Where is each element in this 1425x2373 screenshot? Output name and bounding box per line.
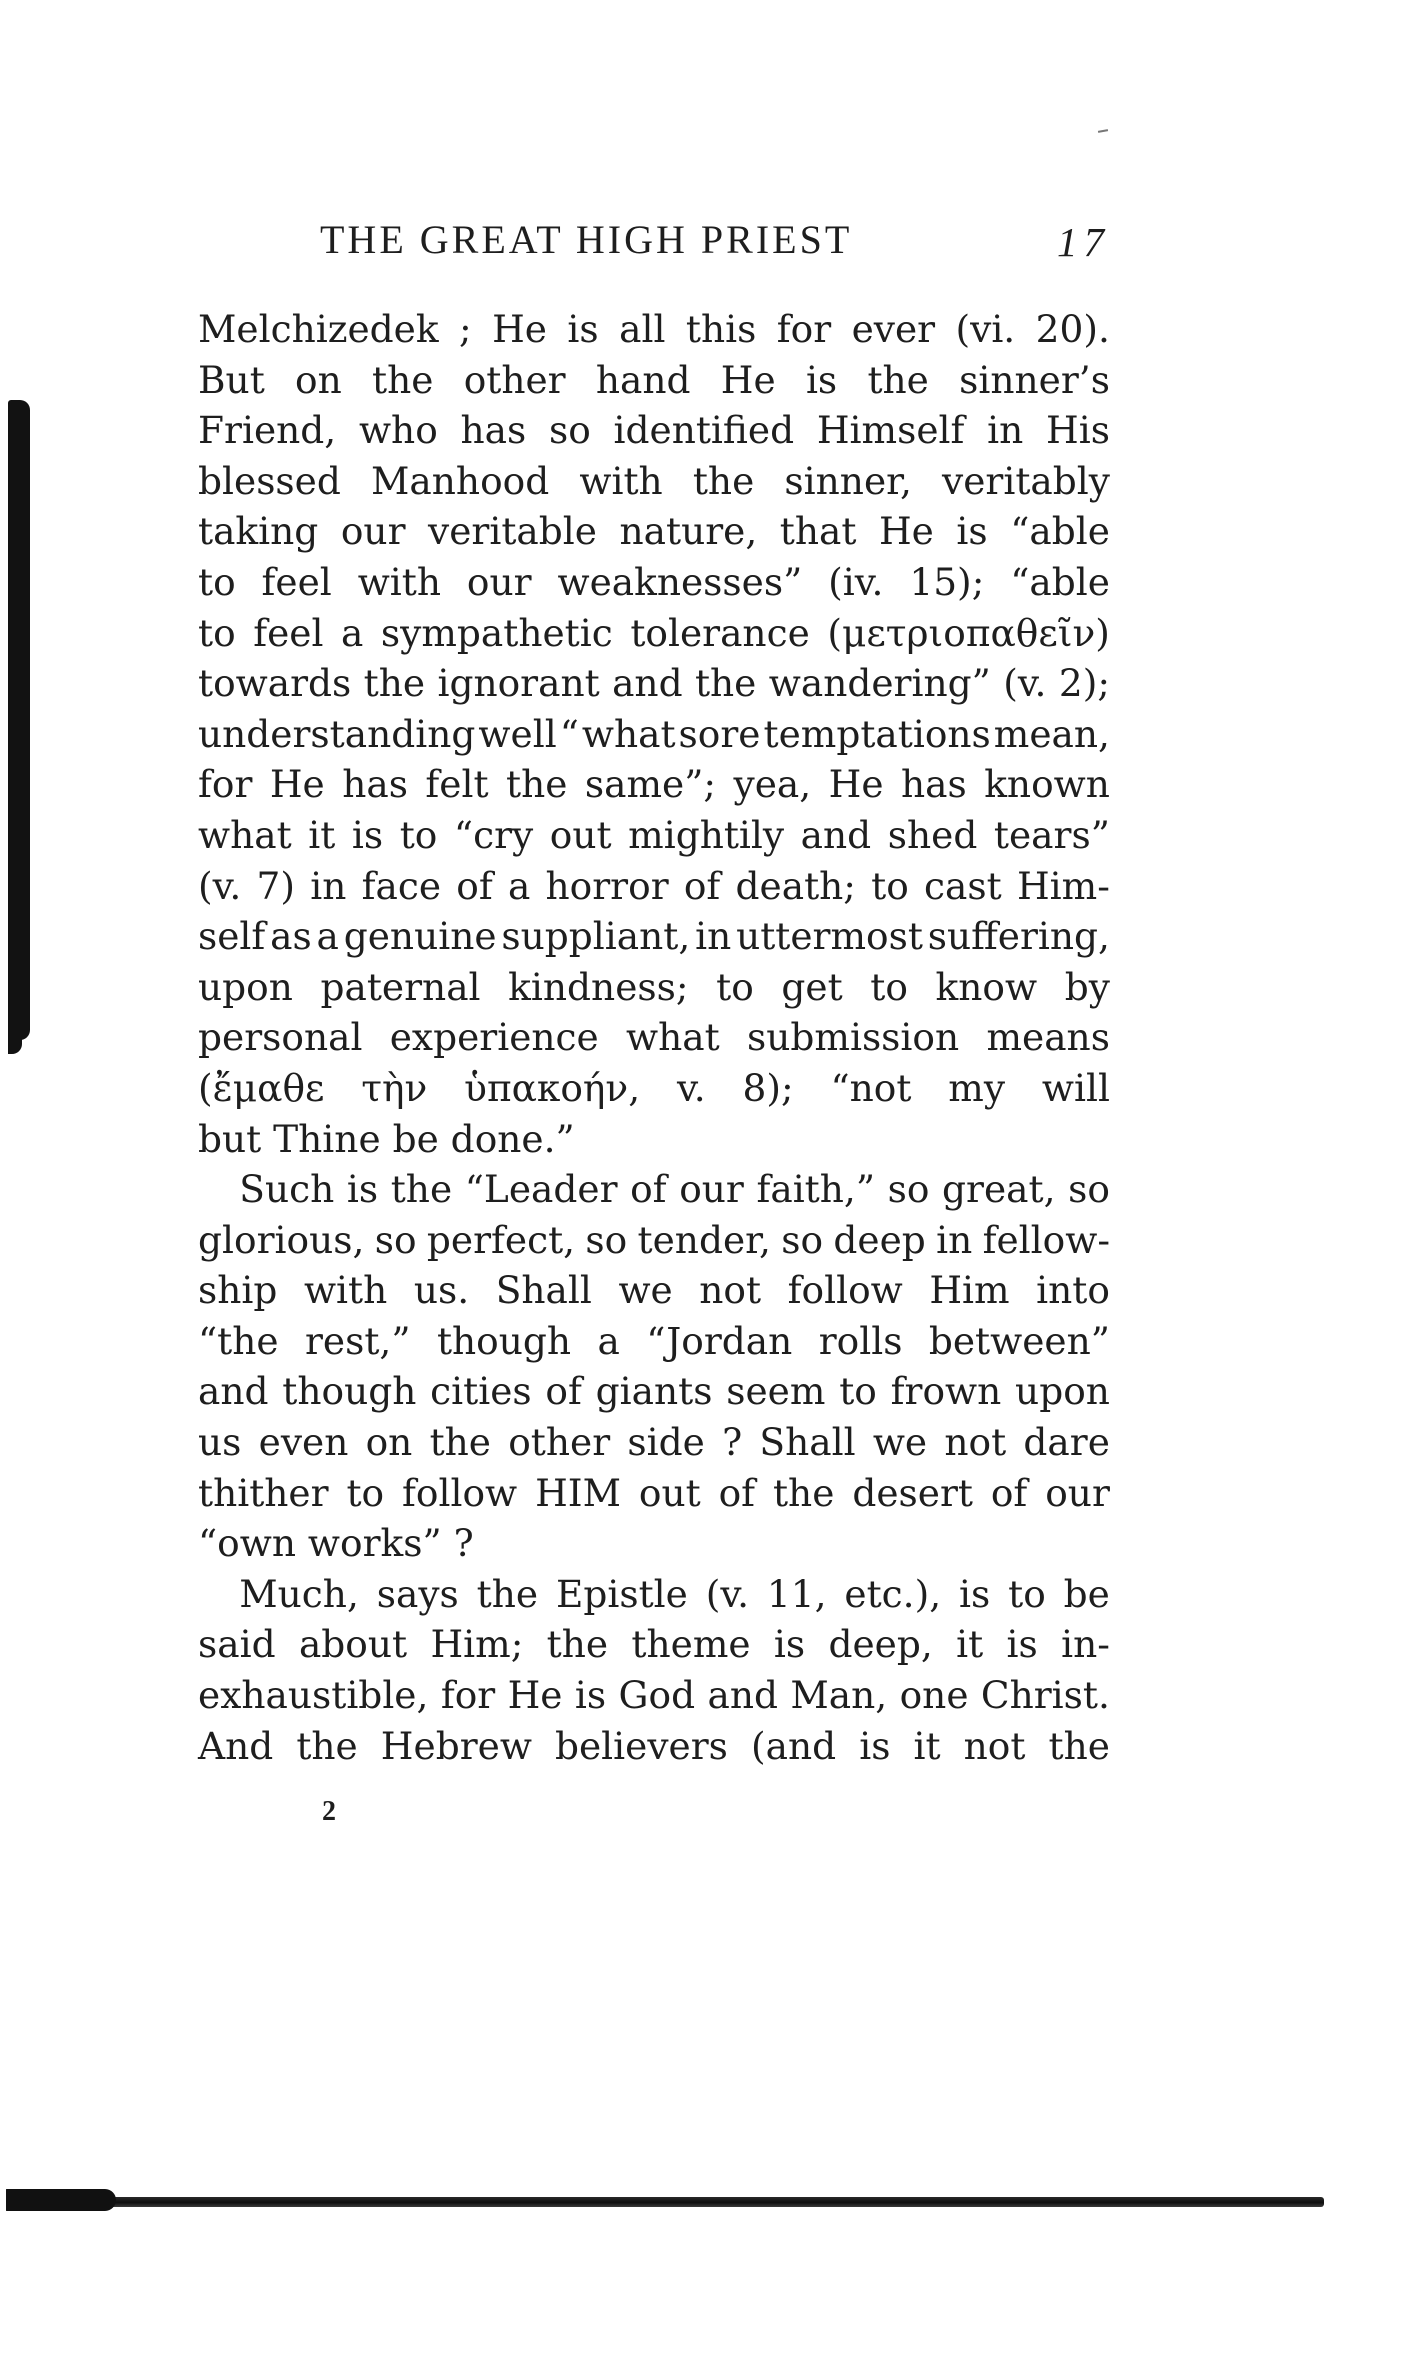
body-text — [198, 304, 1110, 1771]
text-line: but Thine be done.” — [198, 1116, 575, 1161]
text-line: “the rest,” though a “Jordan rolls between” — [198, 1318, 1110, 1363]
running-title: THE GREAT HIGH PRIEST — [320, 217, 853, 262]
text-line: towards the ignorant and the wandering” (v. 2); — [198, 661, 1110, 706]
text-line: Melchizedek ; He is all this for ever (vi. 20). — [198, 307, 1110, 351]
text-line: Much, says the Epistle (v. 11, etc.), is to be — [239, 1571, 1110, 1616]
text-line: for He has felt the same”; yea, He has known — [198, 762, 1110, 807]
text-line: and though cities of giants seem to frown upon — [198, 1369, 1110, 1414]
text-line: self as a genuine suppliant, in uttermost suffering, — [198, 914, 1110, 959]
text-line: taking our veritable nature, that He is “able — [198, 509, 1110, 554]
text-line: “own works” ? — [198, 1521, 474, 1566]
text-line: (ἔμαθε τὴν ὑπακοήν, v. 8); “not my will — [198, 1065, 1110, 1110]
text-line: upon paternal kindness; to get to know by — [198, 964, 1110, 1009]
text-line: blessed Manhood with the sinner, veritably — [198, 458, 1110, 503]
text-line: (v. 7) in face of a horror of death; to cast Him- — [198, 863, 1110, 908]
text-line: what it is to “cry out mightily and shed tears” — [198, 812, 1110, 857]
text-line: But on the other hand He is the sinner’s — [198, 357, 1110, 402]
text-line: said about Him; the theme is deep, it is in- — [198, 1622, 1110, 1667]
text-line: glorious, so perfect, so tender, so deep in fellow- — [198, 1217, 1110, 1262]
ink-mark — [1098, 129, 1108, 133]
text-line: Such is the “Leader of our faith,” so great, so — [239, 1167, 1110, 1212]
margin-scan-artifact — [8, 400, 30, 1040]
page-number: 17 — [1057, 219, 1110, 265]
text-line: to feel with our weaknesses” (iv. 15); “able — [198, 559, 1110, 604]
signature-mark: 2 — [322, 1796, 336, 1827]
text-line: exhaustible, for He is God and Man, one Christ. — [198, 1673, 1110, 1718]
text-line: ship with us. Shall we not follow Him into — [198, 1268, 1110, 1313]
text-line: And the Hebrew believers (and is it not the — [198, 1723, 1110, 1768]
bottom-scan-edge — [8, 2197, 1324, 2207]
running-head — [198, 210, 1110, 266]
text-line: us even on the other side ? Shall we not dare — [198, 1420, 1110, 1465]
text-line: understanding well “ what sore temptations mean, — [198, 711, 1110, 756]
text-line: thither to follow HIM out of the desert of our — [198, 1470, 1110, 1515]
text-line: personal experience what submission means — [198, 1015, 1110, 1060]
text-line: to feel a sympathetic tolerance (μετριοπαθεῖν) — [198, 610, 1110, 655]
text-line: Friend, who has so identified Himself in His — [198, 408, 1110, 453]
